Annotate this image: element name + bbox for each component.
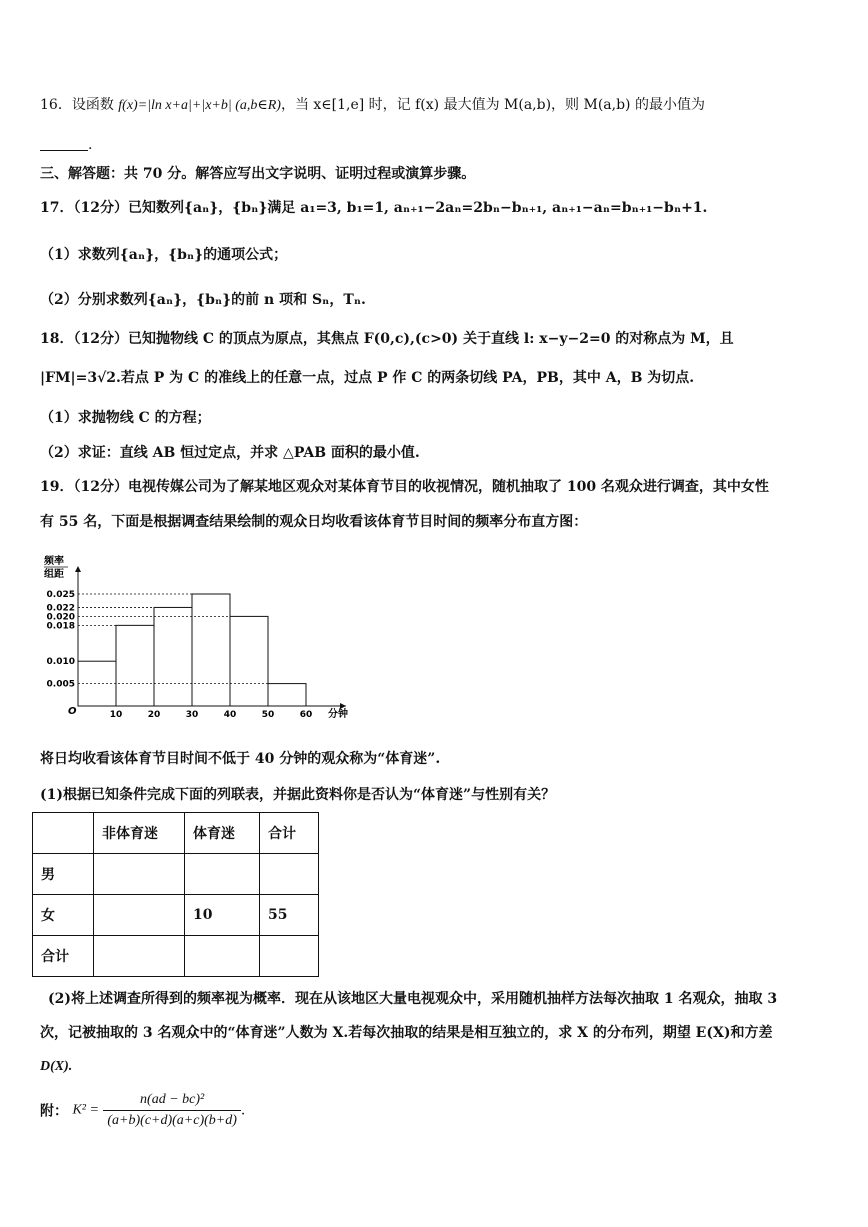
q17-part2: （2）分别求数列{aₙ}，{bₙ}的前 n 项和 Sₙ，Tₙ. — [40, 292, 366, 308]
table-row — [33, 895, 319, 936]
q16-answer-line — [40, 135, 838, 155]
x-tick-label: 50 — [261, 710, 275, 720]
table-row — [33, 854, 319, 895]
y-axis-arrow — [75, 566, 81, 572]
table-header-cell — [33, 813, 94, 854]
q17-part1: （1）求数列{aₙ}，{bₙ}的通项公式； — [40, 247, 288, 263]
q19-part2-line2: 次，记被抽取的 3 名观众中的“体育迷”人数为 X.若每次抽取的结果是相互独立的，求 X 的分布列，期望 E(X)和方差 — [40, 1025, 773, 1041]
q19-stem-2: 有 55 名，下面是根据调查结果绘制的观众日均收看该体育节目时间的频率分布直方图： — [40, 514, 588, 530]
k2-fraction — [103, 1092, 241, 1129]
table-cell — [94, 936, 185, 977]
table-cell — [260, 854, 319, 895]
table-cell: 55 — [260, 895, 319, 936]
q19-part2-line3: D(X). — [40, 1059, 73, 1074]
q17-stem: 17．（12分）已知数列{aₙ}，{bₙ}满足 a₁=3, b₁=1, aₙ₊₁−2aₙ=2bₙ−bₙ₊₁, aₙ₊₁−aₙ=bₙ₊₁−bₙ+1. — [40, 200, 708, 216]
table-cell — [185, 854, 260, 895]
table-cell — [94, 854, 185, 895]
y-tick-label: 0.018 — [46, 621, 75, 632]
histogram-bar — [230, 616, 268, 706]
q19-part1: (1)根据已知条件完成下面的列联表，并据此资料你是否认为“体育迷”与性别有关？ — [40, 787, 556, 803]
ylabel-top: 频率 — [44, 556, 64, 567]
table-row — [33, 936, 319, 977]
histogram-bar — [154, 607, 192, 706]
table-cell: 男 — [33, 854, 94, 895]
answer-blank[interactable] — [40, 136, 88, 151]
q16-line — [40, 95, 838, 116]
x-tick-label: 30 — [185, 710, 199, 720]
ylabel-bottom: 组距 — [44, 569, 64, 580]
appendix-formula — [40, 1092, 838, 1144]
k2-end: . — [240, 1102, 246, 1119]
histogram-bar — [192, 594, 230, 706]
x-tick-label: 60 — [299, 710, 313, 720]
q16-suffix: . — [88, 137, 93, 153]
q16-prefix: 16．设函数 — [40, 97, 114, 113]
y-tick-label: 0.010 — [46, 657, 75, 668]
table-header-row — [33, 813, 319, 854]
y-tick-label: 0.025 — [46, 590, 75, 600]
q18-part2: （2）求证：直线 AB 恒过定点，并求 △PAB 面积的最小值. — [40, 445, 420, 461]
histogram-bar — [116, 625, 154, 706]
q18-part1: （1）求抛物线 C 的方程； — [40, 410, 211, 426]
k2-numerator: n(ad − bc)² — [103, 1092, 241, 1111]
x-axis-label: 分钟 — [328, 709, 348, 720]
table-header-cell: 合计 — [260, 813, 319, 854]
origin-label: O — [68, 706, 77, 717]
histogram-bar — [268, 684, 306, 706]
y-tick-label: 0.020 — [46, 612, 75, 623]
contingency-table — [32, 812, 319, 977]
table-cell — [185, 936, 260, 977]
x-tick-label: 40 — [223, 710, 237, 720]
y-tick-label: 0.022 — [46, 603, 75, 614]
k2-denominator: (a+b)(c+d)(a+c)(b+d) — [107, 1113, 237, 1128]
table-cell: 女 — [33, 895, 94, 936]
table-cell: 合计 — [33, 936, 94, 977]
q19-part2-line1: (2)将上述调查所得到的频率视为概率．现在从该地区大量电视观众中，采用随机抽样方法每次抽取 1 名观众，抽取 3 — [48, 991, 778, 1007]
x-tick-label: 20 — [147, 710, 161, 720]
q18-stem-2: |FM|=3√2.若点 P 为 C 的准线上的任意一点，过点 P 作 C 的两条切线 PA，PB，其中 A，B 为切点. — [40, 370, 695, 386]
x-tick-label: 10 — [109, 710, 123, 720]
q19-definition: 将日均收看该体育节目时间不低于 40 分钟的观众称为“体育迷”. — [40, 751, 441, 767]
table-cell — [260, 936, 319, 977]
table-header-cell: 非体育迷 — [94, 813, 185, 854]
section-heading: 三、解答题：共 70 分。解答应写出文字说明、证明过程或演算步骤。 — [40, 166, 476, 182]
table-cell — [94, 895, 185, 936]
q16-mid: ，当 x∈[1,e] 时，记 f(x) 最大值为 M(a,b)，则 M(a,b) 的最小值为 — [280, 97, 705, 113]
k2-lhs: K² = — [72, 1102, 99, 1118]
frequency-histogram — [40, 552, 370, 722]
q16-formula: f(x)=|ln x+a|+|x+b| (a,b∈R) — [118, 98, 281, 113]
table-cell: 10 — [185, 895, 260, 936]
table-header-cell: 体育迷 — [185, 813, 260, 854]
q19-stem-1: 19．（12分）电视传媒公司为了解某地区观众对某体育节目的收视情况，随机抽取了 100 名观众进行调查，其中女性 — [40, 479, 769, 495]
q18-stem-1: 18．（12分）已知抛物线 C 的顶点为原点，其焦点 F(0,c),(c>0) 关于直线 l: x−y−2=0 的对称点为 M，且 — [40, 331, 734, 347]
appendix-label: 附： — [40, 1103, 68, 1120]
y-tick-label: 0.005 — [46, 679, 75, 690]
